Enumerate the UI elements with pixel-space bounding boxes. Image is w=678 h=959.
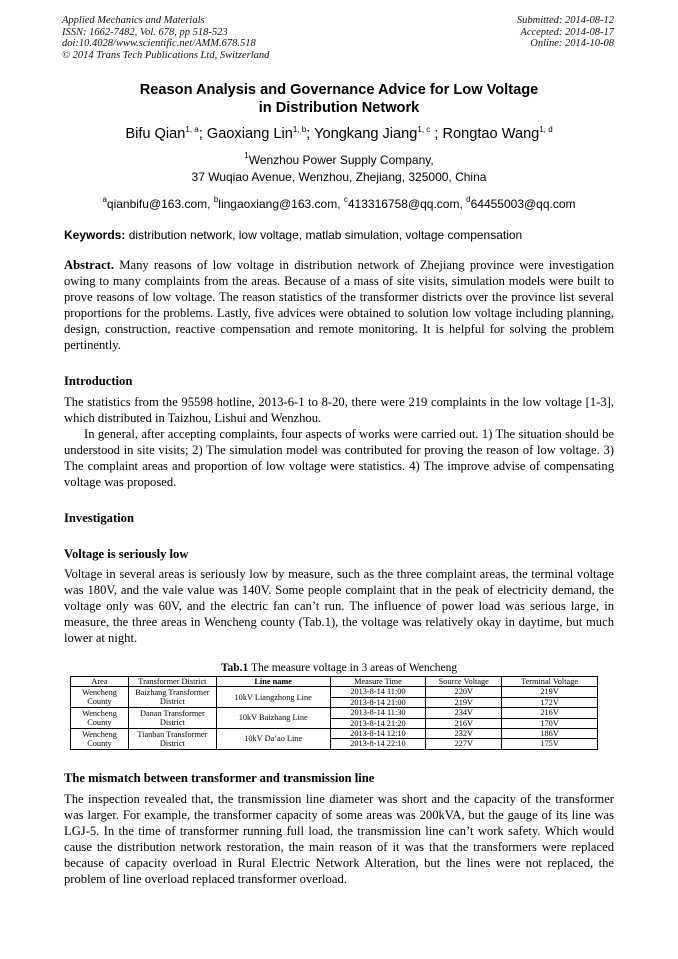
subsection-heading-voltage-low: Voltage is seriously low: [64, 547, 189, 561]
time-cell: 2013-8-14 11:30: [330, 708, 426, 718]
section-heading-investigation: Investigation: [64, 511, 134, 525]
accepted-date: Accepted: 2014-08-17: [520, 26, 614, 38]
time-cell: 2013-8-14 21:00: [330, 697, 426, 707]
source-voltage-cell: 227V: [426, 739, 502, 749]
area-cell: Wencheng County: [71, 729, 129, 750]
copyright-line: © 2014 Trans Tech Publications Ltd, Switzerland: [62, 49, 270, 61]
time-cell: 2013-8-14 11:00: [330, 687, 426, 697]
email-list: [64, 192, 614, 212]
table-caption: Tab.1 The measure voltage in 3 areas of Wencheng: [220, 662, 458, 674]
affiliation-org: $^1$Wenzhou Power Supply Company,: [244, 151, 434, 167]
table-header-row: [71, 677, 598, 687]
source-voltage-cell: 219V: [426, 697, 502, 707]
section-heading-introduction: Introduction: [64, 374, 133, 388]
terminal-voltage-cell: 186V: [502, 729, 598, 739]
publication-dates: [517, 15, 614, 50]
email: $^a$qianbifu@163.com,: [102, 195, 214, 211]
source-voltage-cell: 216V: [426, 718, 502, 728]
column-header: Transformer District: [128, 677, 216, 687]
table-row: [71, 708, 598, 718]
district-cell: Danan Transformer District: [128, 708, 216, 729]
doi-line: doi:10.4028/www.scientific.net/AMM.678.518: [62, 38, 256, 49]
subsection-heading-mismatch: The mismatch between transformer and transmission line: [64, 771, 375, 785]
intro-paragraph-2: In general, after accepting complaints, four aspects of works were carried out. 1) The situation should be understood in site visits; 2) The simulation model was contributed for proving the reason of low voltage. 3) The complaint areas and proportion of low voltage were statistics. 4) The improve advise of compensating voltage was proposed.: [64, 427, 614, 489]
column-header: Measure Time: [330, 677, 426, 687]
terminal-voltage-cell: 170V: [502, 718, 598, 728]
author-list: [64, 121, 614, 143]
author: Yongkang Jiang$^{1, c}$ ;: [314, 125, 443, 142]
author: Gaoxiang Lin$^{1, b}$;: [206, 125, 315, 142]
intro-paragraph-1: The statistics from the 95598 hotline, 2013-6-1 to 8-20, there were 219 complaints in the low voltage [1-3], which distributed in Taizhou, Lishui and Wenzhou.: [64, 395, 614, 425]
author: Bifu Qian$^{1, a}$;: [125, 125, 207, 142]
line-cell: 10kV Baizhang Line: [216, 708, 330, 729]
author: Rongtao Wang$^{1, d}$: [442, 125, 553, 142]
paper-title: Reason Analysis and Governance Advice for Low Voltage in Distribution Network: [139, 82, 539, 116]
district-cell: Baizhang Transformer District: [128, 687, 216, 708]
terminal-voltage-cell: 216V: [502, 708, 598, 718]
investigation-paragraph-2: The inspection revealed that, the transmission line diameter was short and the capacity of the transformer was larger. For example, the transformer capacity of some areas was 200kVA, but the gauge of its line was LGJ-5. In the time of transformer running full load, the transmission line can’t work safety. Which would cause the distribution network restoration, the main reason of it was that the transformers were replaced because of capacity overload in Rural Electric Network Alteration, but the lines were not replaced, the problem of line overload replaced transformer overload.: [64, 792, 614, 886]
journal-info: [62, 15, 269, 61]
terminal-voltage-cell: 175V: [502, 739, 598, 749]
source-voltage-cell: 232V: [426, 729, 502, 739]
email: $^d$64455003@qq.com: [466, 195, 576, 211]
column-header: Line name: [216, 677, 330, 687]
table-row: [71, 687, 598, 697]
abstract: Abstract. Many reasons of low voltage in distribution network of Zhejiang province were investigation owing to many complaints from the areas. Because of a mass of site visits, simulation models were built to prove reasons of low voltage. The reason statistics of the transformer districts over the province list several proportions for the problems. Lastly, five advices were obtained to solution low voltage including planning, design, construction, reactive compensation and remote monitoring. It is helpful for solving the problem pertinently.: [64, 258, 614, 352]
district-cell: Tianban Transformer District: [128, 729, 216, 750]
voltage-table: [70, 676, 598, 750]
table-row: [71, 729, 598, 739]
column-header: Terminal Voltage: [502, 677, 598, 687]
time-cell: 2013-8-14 21:20: [330, 718, 426, 728]
area-cell: Wencheng County: [71, 687, 129, 708]
submitted-date: Submitted: 2014-08-12: [516, 15, 614, 26]
terminal-voltage-cell: 172V: [502, 697, 598, 707]
terminal-voltage-cell: 219V: [502, 687, 598, 697]
column-header: Area: [71, 677, 129, 687]
issn-line: ISSN: 1662-7482, Vol. 678, pp 518-523: [62, 26, 228, 38]
source-voltage-cell: 234V: [426, 708, 502, 718]
keywords: Keywords: distribution network, low voltage, matlab simulation, voltage compensation: [64, 228, 523, 242]
area-cell: Wencheng County: [71, 708, 129, 729]
time-cell: 2013-8-14 12:10: [330, 729, 426, 739]
time-cell: 2013-8-14 22:10: [330, 739, 426, 749]
journal-name: Applied Mechanics and Materials: [62, 15, 205, 26]
column-header: Source Voltage: [426, 677, 502, 687]
line-cell: 10kV Da’ao Line: [216, 729, 330, 750]
investigation-paragraph-1: Voltage in several areas is seriously low by measure, such as the three complaint areas, the terminal voltage was 180V, and the vale value was 140V. Some people complaint that in the peak of electricity demand, the voltage only was 60V, and the electric fan can’t run. The influence of power load was serious large, in measure, the three areas in Wencheng county (Tab.1), the voltage was relatively okay in daytime, but much lower at night.: [64, 567, 614, 645]
email: $^c$413316758@qq.com,: [343, 195, 467, 211]
affiliation-address: 37 Wuqiao Avenue, Wenzhou, Zhejiang, 325000, China: [191, 170, 487, 184]
email: $^b$lingaoxiang@163.com,: [213, 195, 344, 211]
line-cell: 10kV Liangzhong Line: [216, 687, 330, 708]
online-date: Online: 2014-10-08: [530, 38, 614, 49]
source-voltage-cell: 220V: [426, 687, 502, 697]
